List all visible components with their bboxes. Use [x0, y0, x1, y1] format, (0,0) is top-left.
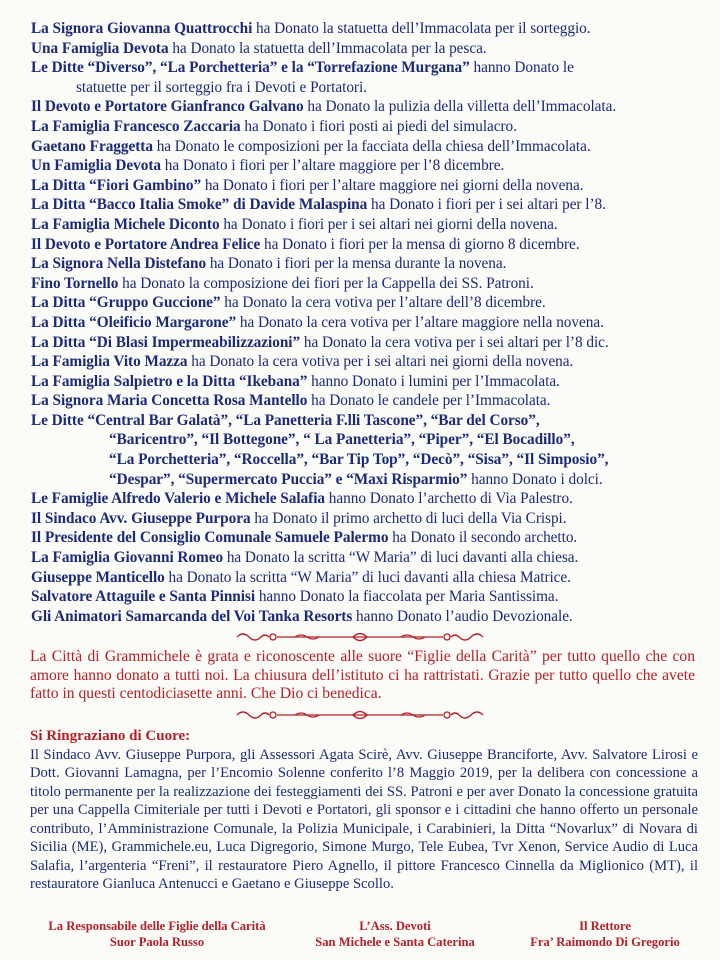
donor-name: La Ditta “Oleificio Margarone”: [31, 313, 237, 331]
ornament-divider-bottom: [0, 708, 720, 722]
donation-description: hanno Donato la fiaccolata per Maria Santissima.: [255, 588, 559, 606]
donation-entry: [31, 39, 701, 59]
donation-entry: [31, 235, 701, 255]
donor-name: La Signora Nella Distefano: [31, 255, 207, 273]
donation-description: ha Donato la composizione dei fiori per la Cappella dei SS. Patroni.: [118, 274, 534, 292]
donor-name: La Ditta “Gruppo Guccione”: [31, 294, 221, 312]
signature-rettore: [500, 919, 710, 950]
donation-description: ha Donato le candele per l’Immacolata.: [307, 392, 551, 410]
donor-name: Gli Animatori Samarcanda del Voi Tanka Resorts: [31, 607, 353, 625]
donation-entry: [31, 372, 701, 392]
signature-name: San Michele e Santa Caterina: [315, 934, 475, 949]
donation-entry: [31, 97, 701, 117]
donation-description: hanno Donato le: [469, 59, 574, 77]
donor-name: Il Devoto e Portatore Andrea Felice: [31, 235, 261, 253]
donor-name: La Famiglia Francesco Zaccaria: [31, 117, 241, 135]
donation-description: ha Donato la cera votiva per l’altare maggiore nella novena.: [236, 313, 604, 331]
donor-name: La Famiglia Salpietro e la Ditta “Ikebana”: [31, 372, 308, 390]
donor-name: La Ditta “Di Blasi Impermeabilizzazioni”: [31, 333, 301, 351]
donation-entry: [31, 156, 701, 176]
donor-name: Salvatore Attaguile e Santa Pinnisi: [31, 588, 256, 606]
donation-list: [31, 19, 701, 626]
donation-entry: [31, 607, 701, 627]
donation-description: ha Donato i fiori per la mensa di giorno 8 dicembre.: [260, 235, 580, 253]
donation-description: hanno Donato l’archetto di Via Palestro.: [325, 490, 573, 508]
donation-entry: [31, 587, 701, 607]
donation-entry: [31, 274, 701, 294]
donor-name: Le Ditte “Diverso”, “La Porchetteria” e la “Torrefazione Murgana”: [31, 59, 470, 77]
donation-description: ha Donato i fiori posti ai piedi del simulacro.: [240, 117, 517, 135]
ditte-dolci-entry: [31, 411, 701, 489]
donation-entry: [31, 137, 701, 157]
signature-role: Il Rettore: [579, 919, 631, 933]
donation-description: ha Donato la statuetta dell’Immacolata per il sorteggio.: [252, 20, 591, 37]
donation-description: ha Donato la scritta “W Maria” di luci davanti alla chiesa.: [223, 549, 579, 567]
signature-role: La Responsabile delle Figlie della Carità: [48, 919, 266, 933]
donation-entry: [31, 293, 701, 313]
donation-entry: [31, 528, 701, 548]
donation-entry: [31, 489, 701, 509]
ditte-line-1: Le Ditte “Central Bar Galatà”, “La Panetteria F.lli Tascone”, “Bar del Corso”,: [31, 411, 540, 429]
donation-description: ha Donato i fiori per i sei altari per l’8.: [367, 196, 606, 214]
donor-name: Il Sindaco Avv. Giuseppe Purpora: [31, 509, 251, 527]
ditte-line-3: “La Porchetteria”, “Roccella”, “Bar Tip Top”, “Decò”, “Sisa”, “Il Simposio”,: [109, 451, 609, 469]
donation-description: ha Donato i fiori per l’altare maggiore nei giorni della novena.: [201, 176, 584, 194]
donation-entry: [31, 548, 701, 568]
donation-entry: [31, 391, 701, 411]
scroll-flourish-icon: [235, 708, 485, 722]
donation-entry: [31, 19, 701, 39]
donation-description: ha Donato il primo archetto di luci della Via Crispi.: [250, 509, 567, 527]
thanks-section: [30, 727, 698, 894]
donor-name: Il Devoto e Portatore Gianfranco Galvano: [31, 98, 304, 116]
donation-description: ha Donato la cera votiva per i sei altari per l’8 dic.: [300, 333, 609, 351]
signature-name: Fra’ Raimondo Di Gregorio: [530, 934, 680, 949]
scroll-flourish-icon: [235, 630, 485, 644]
thanks-title: Si Ringraziano di Cuore:: [30, 728, 191, 744]
donation-entry: [31, 313, 701, 333]
donation-description: ha Donato le composizioni per la facciata della chiesa dell’Immacolata.: [152, 137, 591, 155]
donation-entry: [31, 58, 701, 97]
donation-description: ha Donato la statuetta dell’Immacolata per la pesca.: [168, 39, 487, 57]
donor-name: Il Presidente del Consiglio Comunale Samuele Palermo: [31, 529, 389, 547]
donation-entry: [31, 254, 701, 274]
donor-name: La Ditta “Bacco Italia Smoke” di Davide Malaspina: [31, 196, 368, 214]
donation-entry: [31, 176, 701, 196]
donor-name: La Famiglia Vito Mazza: [31, 353, 188, 371]
donation-entry: [31, 195, 701, 215]
donor-name: La Famiglia Giovanni Romeo: [31, 549, 224, 567]
donation-entry: [31, 568, 701, 588]
donor-name: La Signora Giovanna Quattrocchi: [31, 20, 253, 37]
donor-name: Giuseppe Manticello: [31, 568, 165, 586]
donor-name: Un Famiglia Devota: [31, 157, 161, 175]
ditte-line-4-rest: hanno Donato i dolci.: [467, 470, 603, 488]
donation-entry: [31, 352, 701, 372]
thanks-body: Il Sindaco Avv. Giuseppe Purpora, gli Assessori Agata Scirè, Avv. Giuseppe Branciforte, Avv. Salvatore Lirosi e Dott. Giovanni Lamagna, per l’Encomio Solenne conferito l’8 Maggio 2019, per la delibera con concessione a titolo permanente per la realizzazione dei festeggiamenti dei SS. Patroni e per aver Donato la concessione gratuita per una Cappella Cimiteriale per tutti i Devoti e Portatori, gli sponsor e i cittadini che hanno offerto un personale contributo, l’Amministrazione Comunale, la Polizia Municipale, i Carabinieri, la Ditta “Novarlux” di Novara di Sicilia (ME), Grammichele.eu, Luca Digregorio, Simone Murgo, Tele Eubea, Tvr Xenon, Service Audio di Luca Salafia, l’argenteria “Freni”, il restauratore Piero Agnello, il pittore Francesco Cinnella da Miglionico (MT), il restauratore Gianluca Antenucci e Gaetano e Giuseppe Scollo.: [30, 746, 698, 892]
donation-description: ha Donato il secondo archetto.: [388, 529, 578, 547]
donation-description: ha Donato la cera votiva per l’altare dell’8 dicembre.: [220, 294, 546, 312]
donation-description-continued: statuette per il sorteggio fra i Devoti e Portatori.: [76, 78, 367, 96]
signature-name: Suor Paola Russo: [109, 934, 205, 949]
donation-entry: [31, 215, 701, 235]
signature-responsabile: [22, 919, 292, 950]
donor-name: Fino Tornello: [31, 274, 119, 292]
donation-description: ha Donato i fiori per i sei altari nei giorni della novena.: [219, 215, 558, 233]
donation-description: hanno Donato l’audio Devozionale.: [352, 607, 573, 625]
ditte-line-4: [31, 470, 701, 490]
ornament-divider-top: [0, 630, 720, 644]
ditte-line-2: “Baricentro”, “Il Bottegone”, “ La Panetteria”, “Piper”, “El Bocadillo”,: [109, 431, 575, 449]
donation-description: hanno Donato i lumini per l’Immacolata.: [307, 372, 560, 390]
donor-name: La Ditta “Fiori Gambino”: [31, 176, 202, 194]
donor-name: La Famiglia Michele Diconto: [31, 215, 220, 233]
donation-entry: [31, 117, 701, 137]
gratitude-message: La Città di Grammichele è grata e riconoscente alle suore “Figlie della Carità” per tutto quello che con amore hanno donato a tutti noi. La chiusura dell’istituto ci ha rattristati. Grazie per tutto quello che avete fatto in questi centodiciasette anni. Che Dio ci benedica.: [30, 648, 695, 703]
signature-role: L’Ass. Devoti: [359, 919, 431, 933]
donation-entry: [31, 509, 701, 529]
donation-entry: [31, 333, 701, 353]
donor-name: Una Famiglia Devota: [31, 39, 169, 57]
donation-description: ha Donato la cera votiva per i sei altari nei giorni della novena.: [187, 353, 574, 371]
donation-description: ha Donato la scritta “W Maria” di luci davanti alla chiesa Matrice.: [164, 568, 571, 586]
donation-description: ha Donato i fiori per l’altare maggiore per l’8 dicembre.: [160, 157, 505, 175]
ditte-line-4-bold: “Despar”, “Supermercato Puccia” e “Maxi Risparmio”: [109, 470, 468, 488]
donation-description: ha Donato la pulizia della villetta dell’Immacolata.: [303, 98, 617, 116]
donor-name: Le Famiglie Alfredo Valerio e Michele Salafia: [31, 490, 326, 508]
donor-name: Gaetano Fraggetta: [31, 137, 153, 155]
donation-description: ha Donato i fiori per la mensa durante la novena.: [206, 255, 507, 273]
donor-name: La Signora Maria Concetta Rosa Mantello: [31, 392, 308, 410]
signature-associazione: [295, 919, 495, 950]
